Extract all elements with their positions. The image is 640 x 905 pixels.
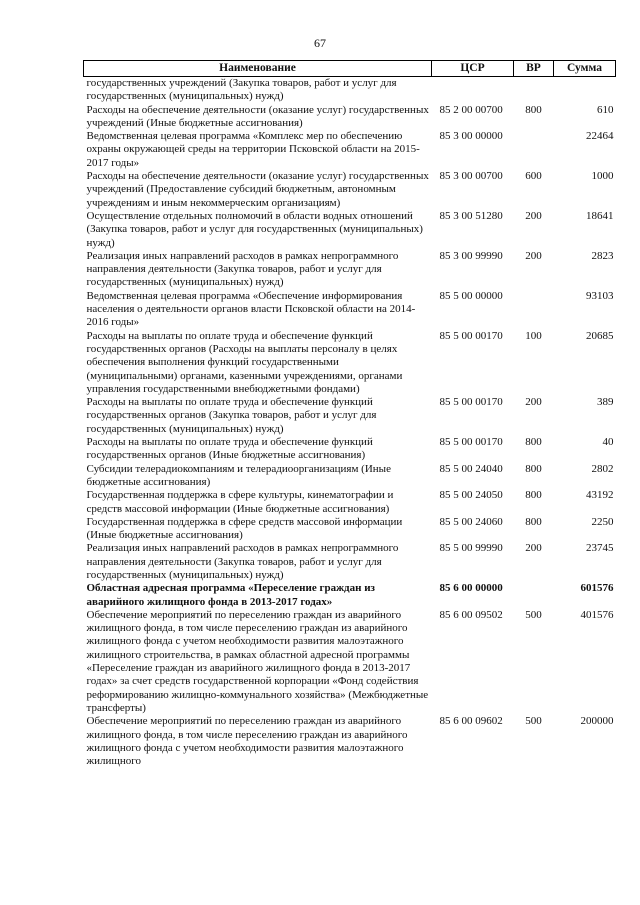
row-vr	[514, 130, 554, 170]
table-row	[84, 77, 616, 104]
table-header-row	[84, 61, 616, 77]
row-csr: 85 3 00 99990	[439, 249, 503, 262]
row-name: Расходы на выплаты по оплате труда и обеспечение функций государственных органов (Расходы на выплаты персоналу в целях обеспечения выполнения функций государственными (муниципальными) органами, казенными учреждениями, органами управления государственными внебюджетными фондами)	[86, 329, 403, 395]
table-row	[84, 250, 616, 290]
row-vr: 500	[525, 715, 542, 728]
row-vr: 800	[525, 515, 542, 528]
row-name: Реализация иных направлений расходов в рамках непрограммного направления деятельности (Закупка товаров, работ и услуг для государственных (муниципальных) нужд)	[86, 542, 399, 581]
row-vr	[514, 290, 554, 330]
row-csr: 85 6 00 00000	[439, 582, 503, 595]
row-csr: 85 5 00 00000	[439, 289, 503, 302]
page-number: 67	[314, 36, 326, 50]
row-vr: 200	[525, 209, 542, 222]
row-sum: 200000	[580, 715, 614, 728]
row-vr: 200	[525, 249, 542, 262]
table-row	[84, 170, 616, 210]
row-csr: 85 3 00 51280	[439, 209, 503, 222]
row-vr	[514, 582, 554, 609]
row-sum: 610	[597, 103, 614, 116]
row-csr: 85 2 00 00700	[439, 103, 503, 116]
table-row	[84, 582, 616, 609]
row-name: Осуществление отдельных полномочий в области водных отношений (Закупка товаров, работ и услуг для государственных (муниципальных) нужд)	[86, 209, 423, 249]
row-csr: 85 3 00 00700	[439, 170, 503, 183]
table-row	[84, 436, 616, 463]
header-csr: ЦСР	[432, 61, 514, 77]
row-sum	[554, 77, 616, 104]
table-row	[84, 290, 616, 330]
row-csr: 85 5 00 00170	[439, 396, 503, 409]
row-vr: 800	[525, 462, 542, 475]
row-name: Расходы на выплаты по оплате труда и обеспечение функций государственных органов (Закупка товаров, работ и услуг для государственных (муниципальных) нужд)	[86, 396, 377, 435]
row-csr: 85 3 00 00000	[439, 130, 503, 143]
row-sum: 601576	[580, 582, 614, 595]
row-sum: 20685	[586, 329, 614, 342]
row-csr: 85 5 00 24040	[439, 462, 503, 475]
table-row	[84, 104, 616, 131]
row-name: Расходы на обеспечение деятельности (оказание услуг) государственных учреждений (Иные бюджетные ассигнования)	[86, 103, 429, 129]
row-name: Расходы на обеспечение деятельности (оказание услуг) государственных учреждений (Предоставление субсидий бюджетным, автономным учреждениям и иным некоммерческим организациям)	[86, 170, 429, 209]
row-name: Расходы на выплаты по оплате труда и обеспечение функций государственных органов (Иные бюджетные ассигнования)	[86, 436, 373, 462]
row-sum: 43192	[586, 489, 614, 502]
row-sum: 40	[602, 436, 614, 449]
row-name: Государственная поддержка в сфере культуры, кинематографии и средств массовой информации (Иные бюджетные ассигнования)	[86, 489, 394, 515]
row-name: Областная адресная программа «Переселение граждан из аварийного жилищного фонда в 2013-2017 годах»	[86, 582, 375, 608]
table-row	[84, 516, 616, 543]
row-vr: 500	[525, 608, 542, 621]
header-name: Наименование	[84, 61, 432, 77]
table-row	[84, 396, 616, 436]
row-csr: 85 6 00 09502	[439, 608, 503, 621]
row-sum: 2802	[591, 462, 614, 475]
row-name: Ведомственная целевая программа «Обеспечение информирования населения о деятельности органов власти Псковской области на 2014-2016 годы»	[86, 289, 416, 329]
row-csr	[432, 77, 514, 104]
row-sum: 23745	[586, 542, 614, 555]
row-name: Государственная поддержка в сфере средств массовой информации (Иные бюджетные ассигнования)	[86, 515, 403, 542]
row-name: государственных учреждений (Закупка товаров, работ и услуг для государственных (муниципальных) нужд)	[86, 77, 397, 103]
row-sum: 1000	[591, 170, 614, 183]
row-csr: 85 5 00 00170	[439, 329, 503, 342]
row-sum: 389	[597, 396, 614, 409]
row-vr: 800	[525, 489, 542, 502]
row-vr: 200	[525, 542, 542, 555]
row-sum: 2823	[591, 249, 614, 262]
row-vr: 100	[525, 329, 542, 342]
table-row	[84, 489, 616, 516]
row-vr: 800	[525, 436, 542, 449]
table-row	[84, 542, 616, 582]
budget-table	[83, 60, 616, 768]
table-row	[84, 330, 616, 396]
row-vr: 800	[525, 103, 542, 116]
table-row	[84, 210, 616, 250]
row-csr: 85 5 00 24050	[439, 489, 503, 502]
row-name: Обеспечение мероприятий по переселению граждан из аварийного жилищного фонда, в том числе переселению граждан из аварийного жилищного фонда с учетом необходимости развития малоэтажного жилищного	[86, 715, 408, 768]
row-sum: 93103	[586, 289, 614, 302]
row-csr: 85 5 00 99990	[439, 542, 503, 555]
table-row	[84, 130, 616, 170]
table-row	[84, 715, 616, 768]
row-csr: 85 6 00 09602	[439, 715, 503, 728]
row-sum: 2250	[591, 515, 614, 528]
table-row	[84, 463, 616, 490]
row-vr: 600	[525, 170, 542, 183]
row-vr: 200	[525, 396, 542, 409]
table-row	[84, 609, 616, 715]
row-sum: 22464	[586, 130, 614, 143]
row-sum: 401576	[580, 608, 614, 621]
row-name: Реализация иных направлений расходов в рамках непрограммного направления деятельности (Закупка товаров, работ и услуг для государственных (муниципальных) нужд)	[86, 249, 399, 289]
row-vr	[514, 77, 554, 104]
header-vr: ВР	[514, 61, 554, 77]
row-name: Ведомственная целевая программа «Комплекс мер по обеспечению охраны окружающей среды на территории Псковской области на 2015-2017 годы»	[86, 130, 420, 169]
row-sum: 18641	[586, 209, 614, 222]
header-sum: Сумма	[554, 61, 616, 77]
row-name: Субсидии телерадиокомпаниям и телерадиоорганизациям (Иные бюджетные ассигнования)	[86, 462, 391, 488]
row-name: Обеспечение мероприятий по переселению граждан из аварийного жилищного фонда, в том числе переселению граждан из аварийного жилищного фонда с учетом необходимости развития малоэтажного жилищного строительства, в рамках областной адресной программы «Переселение граждан из аварийного жилищного фонда в 2013-2017 годах» за счет средств государственной корпорации «Фонд содействия реформированию жилищно-коммунального хозяйства» (Межбюджетные трансферты)	[86, 608, 429, 714]
row-csr: 85 5 00 24060	[439, 515, 503, 528]
row-csr: 85 5 00 00170	[439, 436, 503, 449]
